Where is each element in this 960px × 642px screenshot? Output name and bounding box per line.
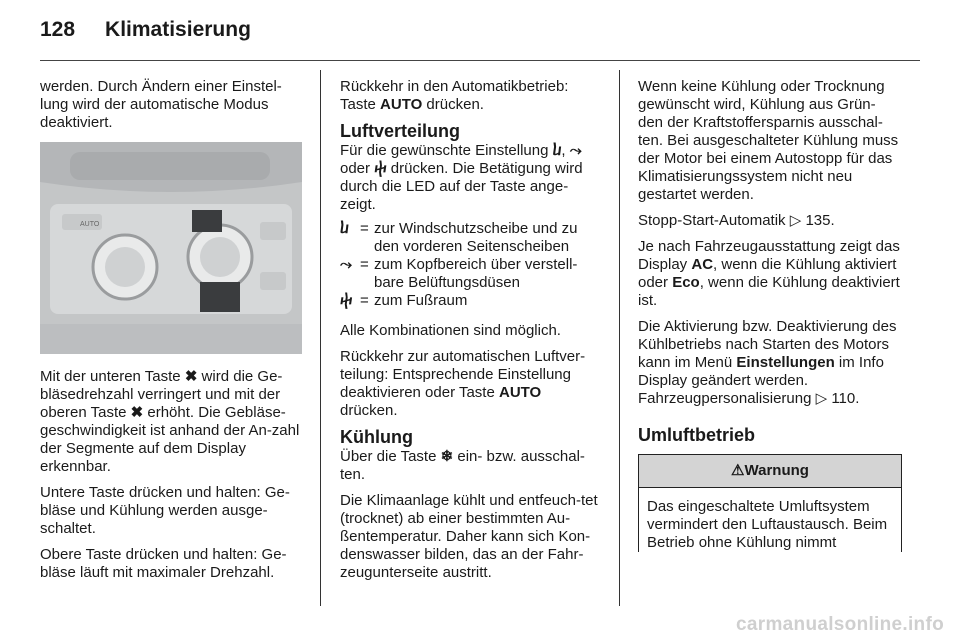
paragraph: Für die gewünschte Einstellung ⴑ, ⤳ oder ⴕ drücken. Die Betätigung wird durch die LED auf der Taste ange-zeigt. (340, 142, 583, 213)
paragraph: Über die Taste ❄ ein- bzw. ausschal-ten. (340, 448, 585, 483)
paragraph: Wenn keine Kühlung oder Trocknung gewünscht wird, Kühlung aus Grün-den der Kraftstoffersparnis ausschal-ten. Bei ausgeschalteter Kühlung muss der Motor bei einem Autostopp für das Klimatisierungssystem nicht neu gestartet werden. (638, 78, 899, 203)
fan-icon: ✖ (184, 368, 198, 385)
header-rule (40, 60, 920, 61)
foot-vent-icon: ⴕ (374, 160, 387, 177)
head-vent-icon: ⤳ (340, 256, 353, 273)
list-item: ⤳ = zum Kopfbereich über verstell-bare Belüftungsdüsen (340, 256, 578, 291)
paragraph: Je nach Fahrzeugausstattung zeigt das Display AC, wenn die Kühlung aktiviert oder Eco, wenn die Kühlung deaktiviert ist. (638, 238, 900, 309)
page-reference-icon: ▷ (789, 212, 802, 229)
snowflake-icon: ❄ (440, 448, 454, 465)
column-2 (340, 78, 602, 590)
page-number: 128 (40, 18, 76, 41)
page-title: Klimatisierung (105, 18, 251, 41)
paragraph: Rückkehr zur automatischen Luftver-teilung: Entsprechende Einstellung deaktivieren oder Taste AUTO drücken. (340, 348, 586, 419)
paragraph: Untere Taste drücken und halten: Ge-bläse und Kühlung werden ausge-schaltet. (40, 484, 290, 537)
paragraph: Mit der unteren Taste ✖ wird die Ge-bläsedrehzahl verringert und mit der oberen Taste ✖ erhöht. Die Gebläse-geschwindigkeit ist anhand der An-zahl der Segmente auf dem Display erkennbar. (40, 368, 300, 475)
paragraph: Die Aktivierung bzw. Deaktivierung des Kühlbetriebs nach Starten des Motors kann im Menü Einstellungen im Info Display geändert werden. Fahrzeugpersonalisierung ▷ 110. (638, 318, 897, 407)
section-heading: Luftverteilung (340, 121, 460, 141)
watermark: carmanualsonline.info (736, 614, 944, 635)
column-divider-1 (320, 70, 321, 606)
page-reference-icon: ▷ (815, 390, 828, 407)
paragraph: Stopp-Start-Automatik ▷ 135. (638, 212, 835, 229)
warning-icon: ⚠ (731, 462, 745, 479)
list-item: ⴕ = zum Fußraum (340, 292, 468, 309)
windshield-icon: ⴑ (552, 142, 562, 159)
paragraph: Die Klimaanlage kühlt und entfeuch-tet (trocknet) ab einer bestimmten Au-ßentemperatur. Daher kann sich Kon-denswasser bilden, das an der Fahr-zeugunterseite austritt. (340, 492, 598, 581)
list-item: ⴑ = zur Windschutzscheibe und zu den vorderen Seitenscheiben (340, 220, 578, 255)
section-heading: Umluftbetrieb (638, 425, 755, 445)
warning-body: Das eingeschaltete Umluftsystem vermindert den Luftaustausch. Beim Betrieb ohne Kühlung nimmt (647, 498, 888, 551)
windshield-icon: ⴑ (340, 220, 349, 237)
column-3 (638, 78, 900, 552)
page-header (40, 18, 251, 42)
column-divider-2 (619, 70, 620, 606)
warning-header: ⚠Warnung (639, 455, 901, 488)
section-heading: Kühlung (340, 427, 413, 447)
fan-icon: ✖ (130, 404, 144, 421)
climate-control-photo (40, 142, 302, 354)
column-1 (40, 78, 302, 590)
head-vent-icon: ⤳ (569, 142, 582, 159)
paragraph: Alle Kombinationen sind möglich. (340, 322, 561, 339)
foot-vent-icon: ⴕ (340, 292, 353, 309)
air-distribution-list (340, 220, 602, 310)
paragraph: werden. Durch Ändern einer Einstel-lung wird der automatische Modus deaktiviert. (40, 78, 282, 131)
photo-label: AUTO (80, 221, 100, 228)
paragraph: Obere Taste drücken und halten: Ge-bläse läuft mit maximaler Drehzahl. (40, 546, 287, 581)
paragraph: Rückkehr in den Automatikbetrieb: Taste AUTO drücken. (340, 78, 569, 113)
warning-box (638, 454, 902, 552)
